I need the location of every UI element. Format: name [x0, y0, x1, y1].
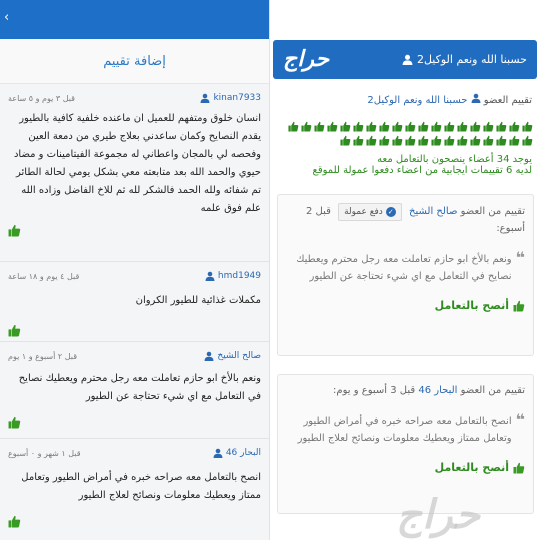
review-item [0, 84, 269, 262]
rating-line [279, 93, 532, 106]
review-time: قبل ٤ يوم و ١٨ ساعة [8, 271, 80, 281]
thumbs-up-icon [327, 121, 338, 132]
thumbs-up-icon [496, 135, 507, 146]
review-text: مكملات غذائية للطيور الكروان [135, 295, 261, 306]
thumbs-up-icon [483, 121, 494, 132]
thumbs-up-icon [513, 300, 525, 312]
thumbs-up-icon [405, 135, 416, 146]
review-text: ونعم بالأخ ابو حازم تعاملت معه رجل محترم ويعطيك نصايح في التعامل مع اي شيء تحتاجة عن الطيور [18, 373, 261, 402]
review-item [0, 342, 269, 439]
thumbs-up-icon [8, 224, 21, 237]
thumbs-up-icon [340, 121, 351, 132]
review-user-link[interactable] [204, 351, 261, 361]
recommend-text: أنصح بالتعامل [434, 299, 509, 312]
thumbs-up-grid [277, 120, 534, 148]
rating-prefix: تقييم العضو [483, 95, 532, 106]
thumbs-up-icon [366, 135, 377, 146]
rating-user-link[interactable]: حسبنا الله ونعم الوكيل2 [367, 95, 468, 106]
thumbs-up-icon [314, 121, 325, 132]
review-user-name[interactable]: صالح الشيخ [217, 351, 261, 361]
recommend-text: أنصح بالتعامل [434, 461, 509, 474]
thumbs-up-icon [418, 121, 429, 132]
review-user-link[interactable] [200, 93, 261, 103]
thumbs-up-icon [509, 135, 520, 146]
thumbs-up-icon [509, 121, 520, 132]
profile-panel [271, 0, 540, 540]
thumbs-up-icon [8, 324, 21, 337]
top-bar [0, 0, 269, 39]
user-icon [471, 93, 481, 103]
check-icon: ✓ [386, 207, 396, 217]
review-time: قبل ١ شهر و ٠ أسبوع [8, 448, 81, 458]
site-logo[interactable]: حراج [283, 47, 330, 72]
review-user-name[interactable]: البحار 46 [225, 448, 261, 458]
thumbs-up-icon [470, 121, 481, 132]
site-header [273, 40, 537, 79]
review-user-name[interactable]: hmd1949 [217, 271, 261, 281]
recommend-label [286, 461, 525, 474]
commission-badge [338, 203, 402, 221]
user-icon [205, 271, 215, 281]
thumbs-up-icon [353, 121, 364, 132]
thumbs-up-icon [470, 135, 481, 146]
add-review-button[interactable]: إضافة تقييم [0, 39, 269, 84]
thumbs-up-icon [392, 135, 403, 146]
thumbs-up-icon [431, 121, 442, 132]
thumbs-up-icon [431, 135, 442, 146]
chevron-left-icon[interactable]: ‹ [4, 10, 10, 25]
review-quote-text: ونعم بالأخ ابو حازم تعاملت معه رجل محترم ويعطيك نصايح في التعامل مع اي شيء تحتاجة عن الطيور [296, 254, 512, 282]
thumbs-up-icon [496, 121, 507, 132]
thumbs-up-icon [483, 135, 494, 146]
review-quote [286, 248, 525, 285]
user-icon [200, 93, 210, 103]
thumbs-up-icon [457, 135, 468, 146]
review-text: انسان خلوق ومتفهم للعميل ان ماعنده خلفية كافية بالطيور يقدم النصايح وكمان ساعدني بعلاج طيري من دمعة العين وفحصه لي بالمجان واعطاني له مجموعة الفيتامينات و مضاد حيوي والحمد الله بعد متابعته معي بشكل يومي لحالة الطائر تم شفائه ولله الحمد فالشكر لله ثم للاخ الفاضل وزاده الله علم فوق علمه [13, 113, 261, 214]
thumbs-up-icon [522, 135, 533, 146]
review-card [277, 374, 534, 514]
review-quote [286, 410, 525, 447]
thumbs-up-icon [288, 121, 299, 132]
quote-icon: ❝ [515, 248, 525, 267]
review-card-header [286, 383, 525, 399]
thumbs-up-icon [366, 121, 377, 132]
recommend-label [286, 299, 525, 312]
review-card-prefix: تقييم من العضو [460, 385, 525, 396]
review-card-time: قبل 2 أسبوع: [305, 206, 525, 234]
review-quote-text: انصح بالتعامل معه صراحه خبره في أمراض الطيور وتعامل ممتاز ويعطيك معلومات ونصائح لعلاج الطيور [297, 416, 512, 444]
watermark-logo: حراج [396, 492, 480, 538]
thumbs-up-icon [379, 135, 390, 146]
thumbs-up-icon [353, 135, 364, 146]
recommend-count-text: يوجد 34 أعضاء ينصحون بالتعامل معه [377, 154, 532, 165]
user-icon [213, 448, 223, 458]
thumbs-up-icon [457, 121, 468, 132]
thumbs-up-icon [522, 121, 533, 132]
review-card-time: قبل 3 أسبوع و يوم: [333, 385, 416, 396]
review-card-header [286, 203, 525, 237]
review-card-user[interactable]: البحار 46 [418, 385, 458, 396]
thumbs-up-icon [379, 121, 390, 132]
paid-reviews-text: لديه 6 تقييمات ايجابية من اعضاء دفعوا عمولة للموقع [312, 165, 532, 176]
thumbs-up-icon [340, 135, 351, 146]
review-user-link[interactable] [205, 271, 261, 281]
thumbs-up-icon [392, 121, 403, 132]
thumbs-up-icon [8, 416, 21, 429]
header-user-name[interactable]: حسبنا الله ونعم الوكيل2 [416, 53, 527, 66]
review-item [0, 262, 269, 342]
review-item [0, 439, 269, 540]
commission-badge-label: دفع عمولة [344, 207, 383, 217]
thumbs-up-icon [418, 135, 429, 146]
review-card-prefix: تقييم من العضو [460, 206, 525, 217]
review-card-user[interactable]: صالح الشيخ [409, 206, 458, 217]
header-user[interactable] [402, 53, 527, 66]
thumbs-up-icon [301, 121, 312, 132]
thumbs-up-icon [444, 135, 455, 146]
review-card [277, 194, 534, 356]
quote-icon: ❝ [515, 410, 525, 429]
thumbs-up-icon [405, 121, 416, 132]
review-text: انصح بالتعامل معه صراحه خبره في أمراض الطيور وتعامل ممتاز ويعطيك معلومات ونصائح لعلاج الطيور [21, 472, 261, 501]
review-user-name[interactable]: kinan7933 [213, 93, 261, 103]
review-user-link[interactable] [213, 448, 261, 458]
thumbs-up-icon [8, 515, 21, 528]
user-icon [402, 54, 413, 65]
review-time: قبل ٣ يوم و ٥ ساعة [8, 93, 75, 103]
user-icon [204, 351, 214, 361]
review-time: قبل ٢ أسبوع و ١ يوم [8, 351, 78, 361]
thumbs-up-icon [513, 462, 525, 474]
thumbs-up-icon [444, 121, 455, 132]
